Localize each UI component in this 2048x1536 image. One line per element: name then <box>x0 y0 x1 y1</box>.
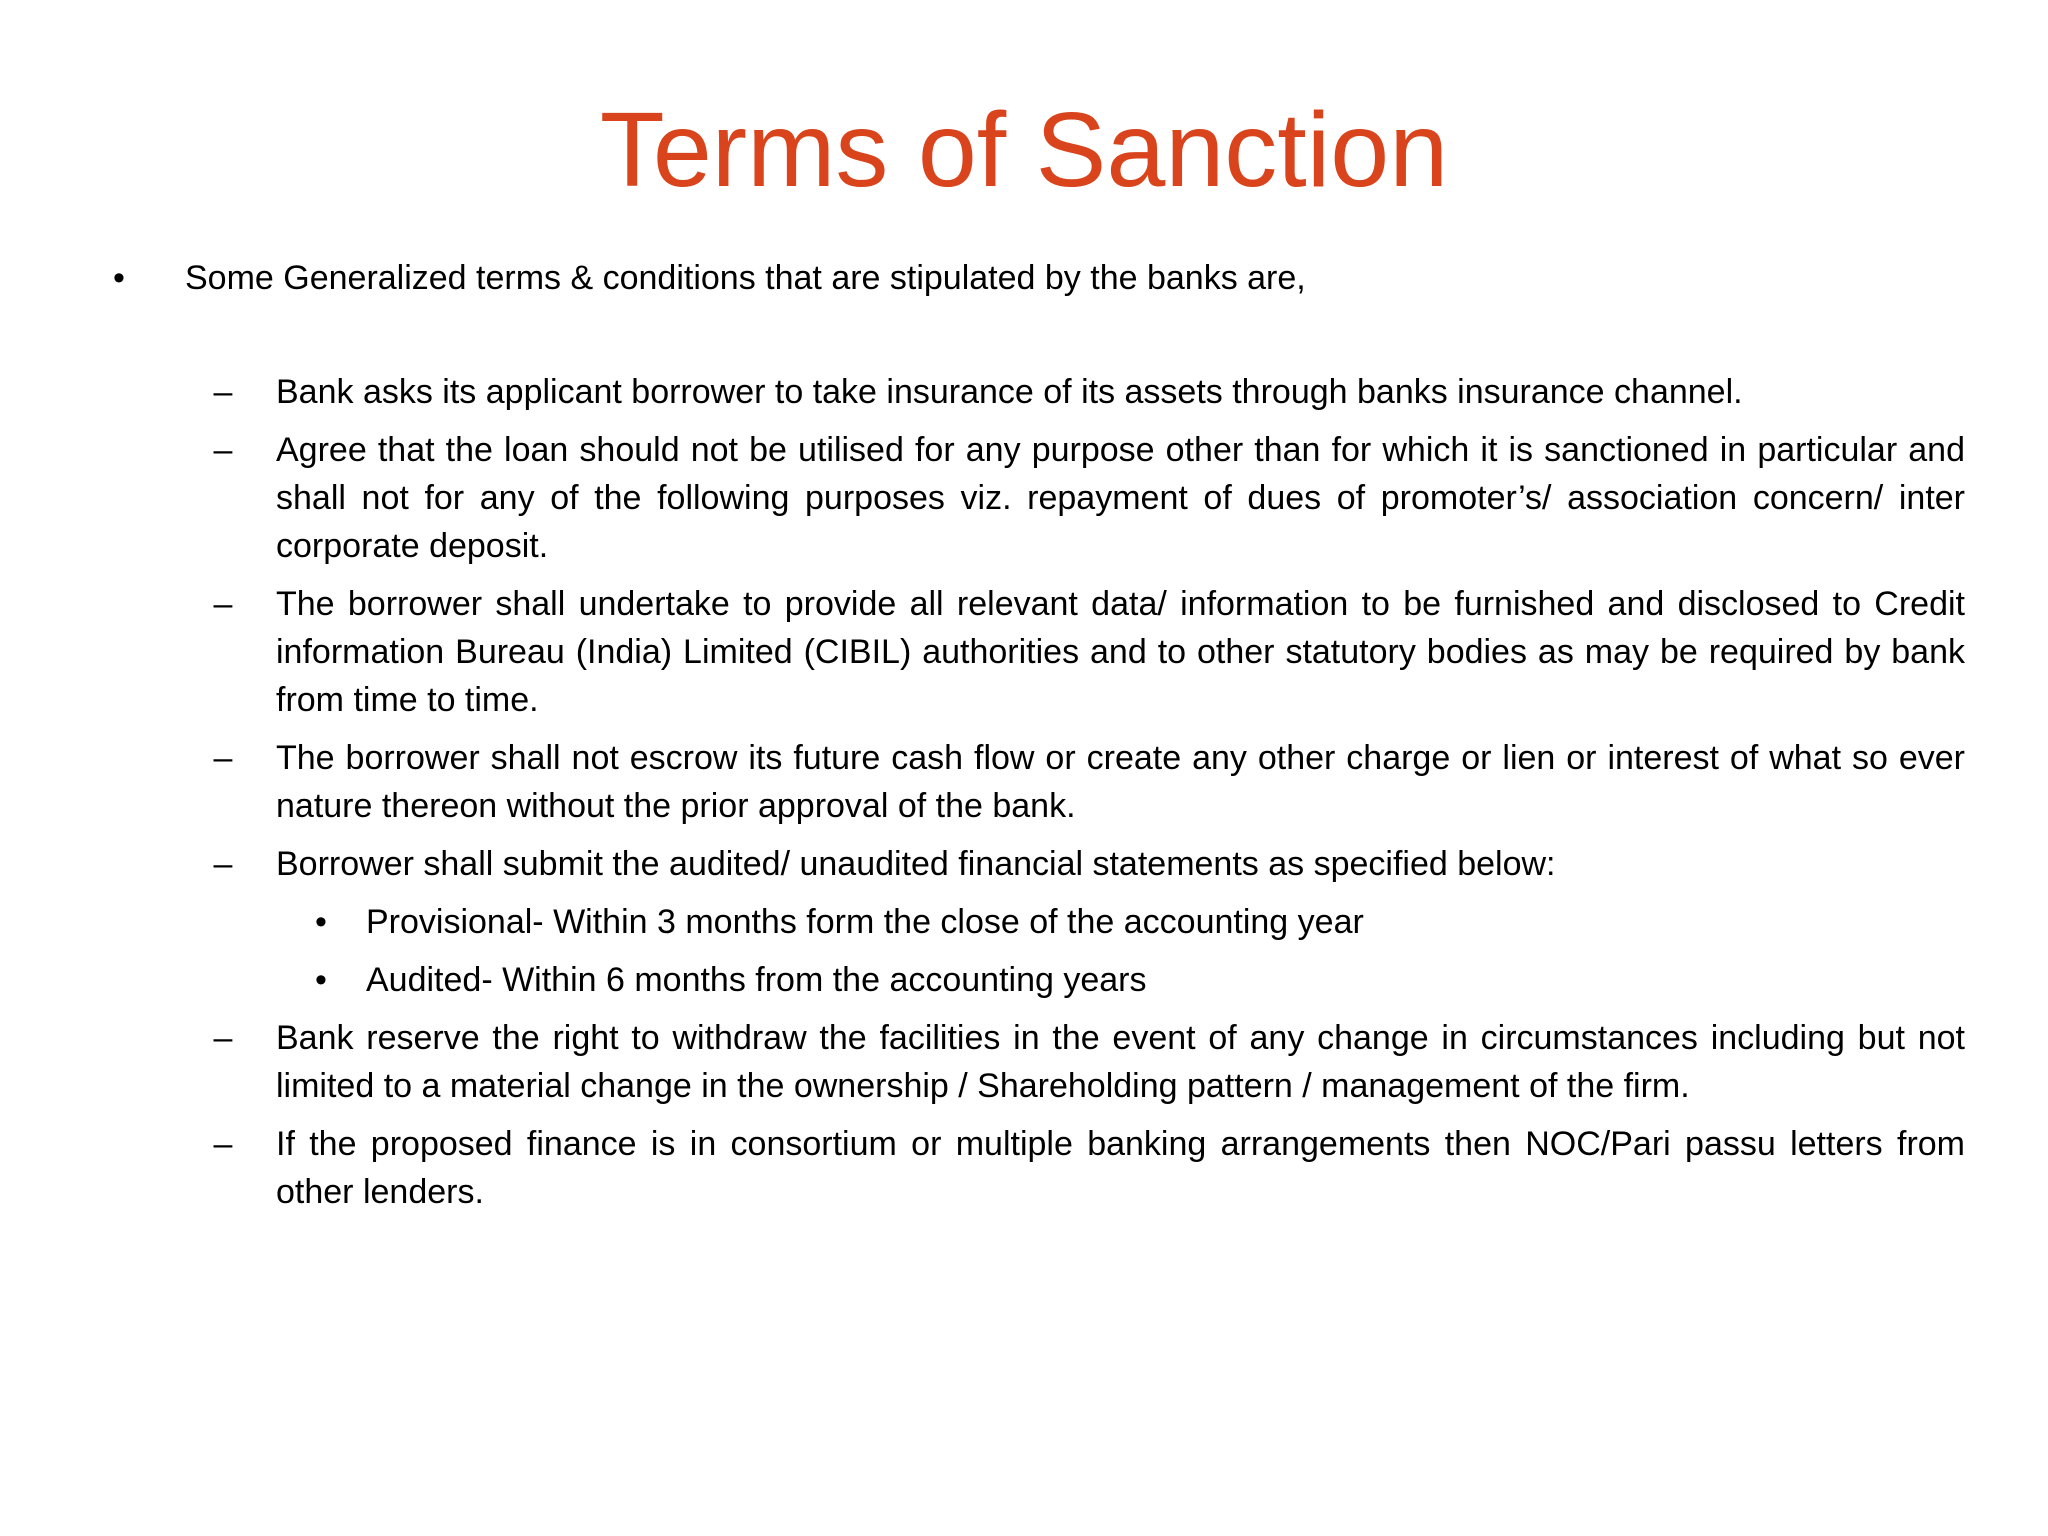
slide-title: Terms of Sanction <box>599 91 1449 209</box>
dash-marker: – <box>213 1125 233 1163</box>
term-item-5 <box>0 840 2048 888</box>
sub-item-text-2: Audited- Within 6 months from the accounting years <box>366 961 1147 999</box>
intro-text: Some Generalized terms & conditions that are stipulated by the banks are, <box>185 259 1306 297</box>
sub-bullet-marker: • <box>315 903 327 941</box>
terms-list <box>0 368 2048 1226</box>
intro-bullet <box>0 254 2048 304</box>
term-text-2: Agree that the loan should not be utilised for any purpose other than for which it is sanctioned in particular and shall not for any of the following purposes viz. repayment of dues of promoter’s/ association concern/ inter corporate deposit. <box>276 431 1965 565</box>
sub-item-2 <box>0 956 2048 1004</box>
sub-item-text-1: Provisional- Within 3 months form the close of the accounting year <box>366 903 1364 941</box>
term-text-5: Borrower shall submit the audited/ unaudited financial statements as specified below: <box>276 845 1556 883</box>
dash-marker: – <box>213 585 233 623</box>
dash-marker: – <box>213 431 233 469</box>
term-item-7 <box>0 1120 2048 1216</box>
term-text-4: The borrower shall not escrow its future cash flow or create any other charge or lien or interest of what so ever nature thereon without the prior approval of the bank. <box>276 739 1965 825</box>
term-text-1: Bank asks its applicant borrower to take insurance of its assets through banks insurance channel. <box>276 373 1743 411</box>
dash-marker: – <box>213 739 233 777</box>
sub-item-1 <box>0 898 2048 946</box>
term-item-4 <box>0 734 2048 830</box>
bullet-marker: • <box>113 259 125 297</box>
term-text-3: The borrower shall undertake to provide all relevant data/ information to be furnished and disclosed to Credit information Bureau (India) Limited (CIBIL) authorities and to other statutory bodies as may be required by bank from time to time. <box>276 585 1965 719</box>
dash-marker: – <box>213 1019 233 1057</box>
sub-bullet-marker: • <box>315 961 327 999</box>
dash-marker: – <box>213 373 233 411</box>
term-text-6: Bank reserve the right to withdraw the facilities in the event of any change in circumstances including but not limited to a material change in the ownership / Shareholding pattern / management of the firm. <box>276 1019 1965 1105</box>
dash-marker: – <box>213 845 233 883</box>
term-item-3 <box>0 580 2048 724</box>
term-text-7: If the proposed finance is in consortium or multiple banking arrangements then NOC/Pari passu letters from other lenders. <box>276 1125 1965 1211</box>
term-item-2 <box>0 426 2048 570</box>
term-item-6 <box>0 1014 2048 1110</box>
term-item-1 <box>0 368 2048 416</box>
